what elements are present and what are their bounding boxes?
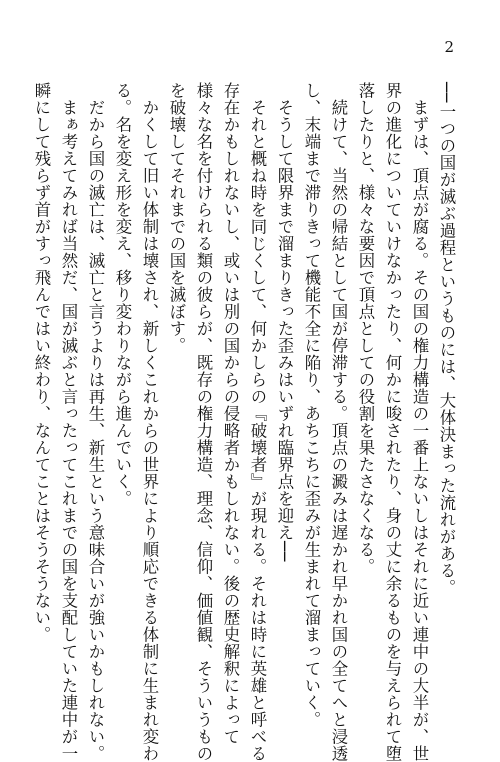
- text-line: まずは、頂点が腐る。その国の権力構造の一番上ないしはそれに近い連中の大半が、世: [410, 82, 429, 762]
- text-line: 落したりと、様々な要因で頂点としての役割を果たさなくなる。: [356, 82, 375, 575]
- text-line: を破壊してそれまでの国を滅ぼす。: [167, 82, 186, 354]
- text-line: ──一つの国が滅ぶ過程というものには、大体決まった流れがある。: [437, 82, 456, 596]
- text-line: 瞬にして残らず首がすっ飛んではい終わり、なんてことはそうそうない。: [32, 82, 51, 643]
- text-line: し、末端まで滞りきって機能不全に陥り、あちこちに歪みが生まれて溜まっていく。: [302, 82, 321, 728]
- page-number: 2: [444, 38, 454, 56]
- text-line: かくして旧い体制は壊され、新しくこれからの世界により順応できる体制に生まれ変わ: [140, 82, 159, 762]
- text-line: る。名を変え形を変え、移り変わりながら進んでいく。: [113, 82, 132, 507]
- text-line: そうして限界まで溜まりきった歪みはいずれ臨界点を迎え──: [275, 82, 294, 562]
- text-line: 界の進化についていけなかったり、何かに唆されたり、身の丈に余るものを与えられて堕: [383, 82, 402, 762]
- text-line: まぁ考えてみれば当然だ、国が滅ぶと言ったってこれまでの国を支配していた連中が一: [59, 82, 78, 762]
- text-line: 存在かもしれないし、或いは別の国からの侵略者かもしれない。後の歴史解釈によって: [221, 82, 240, 745]
- text-line: だから国の滅亡は、滅亡と言うよりは再生、新生という意味合いが強いかもしれない。: [86, 82, 105, 762]
- text-line: それと概ね時を同じくして、何かしらの『破壊者』が現れる。それは時に英雄と呼べる: [248, 82, 267, 762]
- text-line: 続けて、当然の帰結として国が停滞する。頂点の澱みは遅かれ早かれ国の全てへと浸透: [329, 82, 348, 762]
- text-line: 様々な名を付けられる類の彼らが、既存の権力構造、理念、信仰、価値観、そういうもの: [194, 82, 213, 762]
- vertical-text-body: [20, 82, 460, 762]
